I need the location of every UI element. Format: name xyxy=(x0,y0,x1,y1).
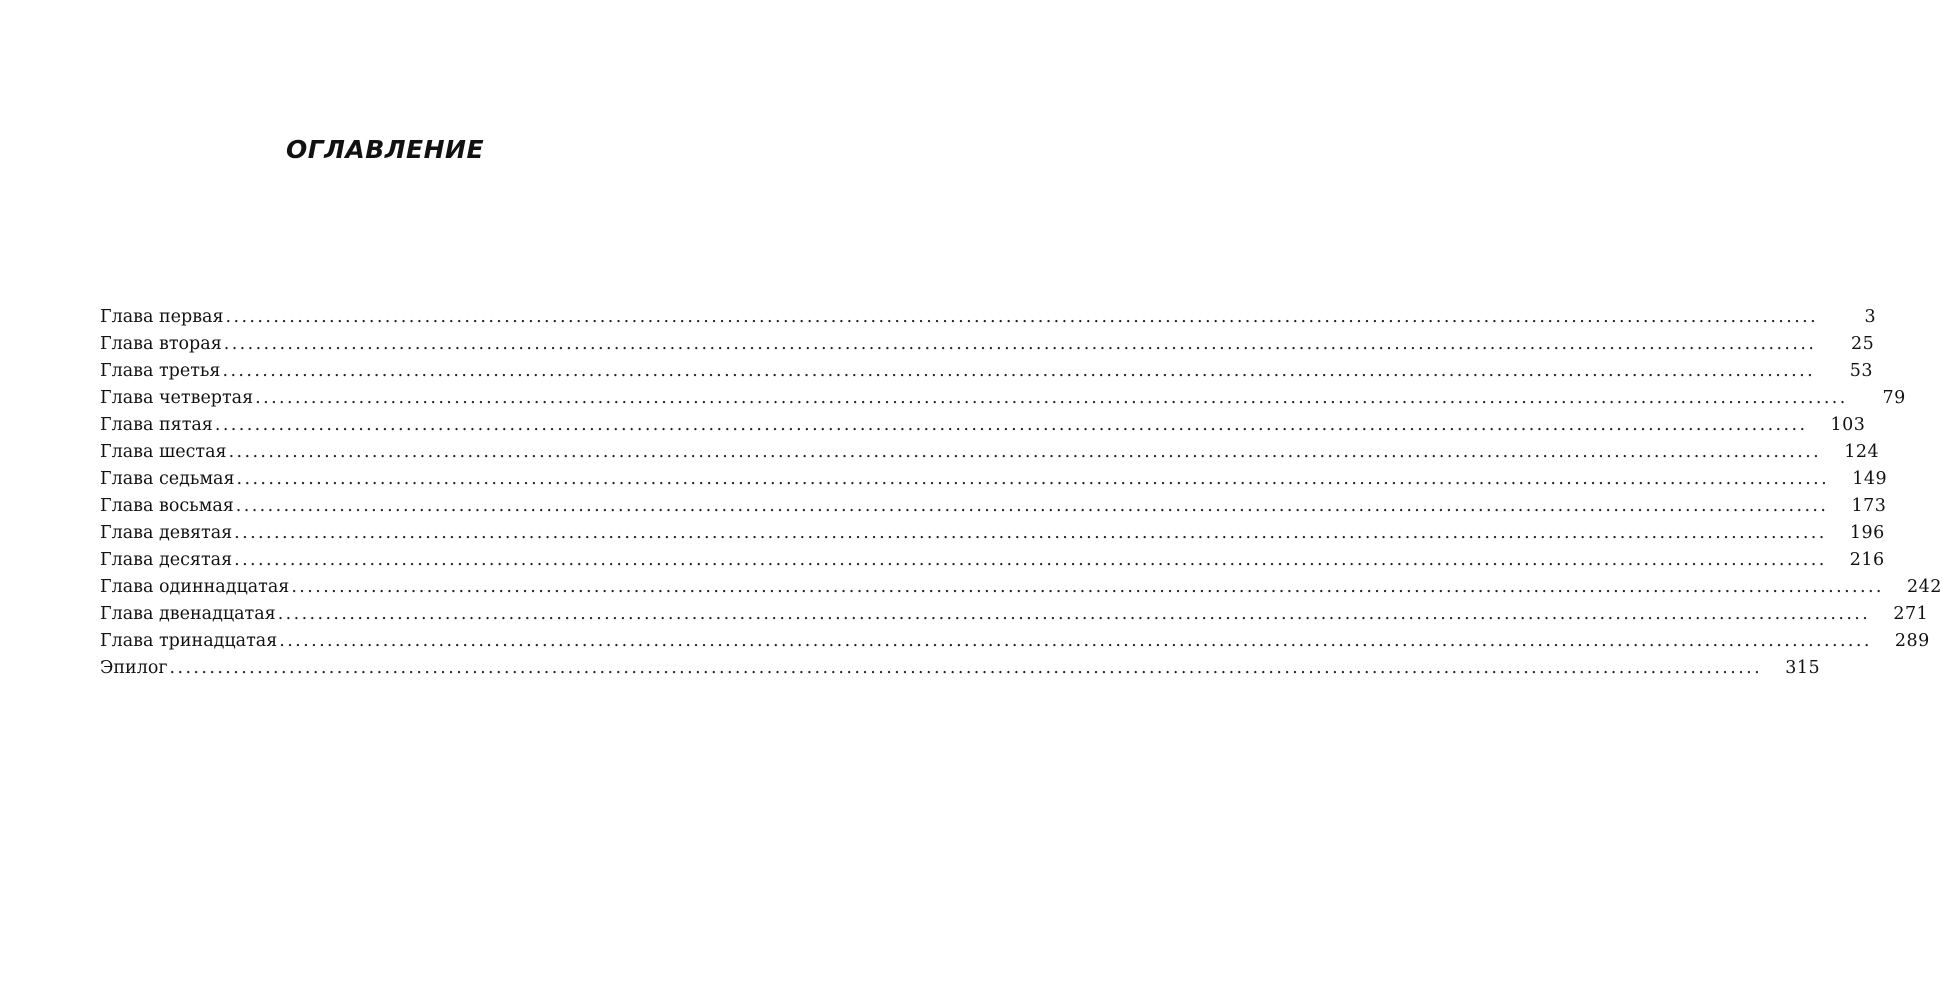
toc-dot-leader: ........................................................................................................................................................................................................ xyxy=(236,469,1830,489)
toc-entry-label: Глава двенадцатая xyxy=(100,604,276,624)
toc-entry xyxy=(100,412,1866,439)
toc-entry-page: 124 xyxy=(1844,442,1880,462)
toc-entry xyxy=(100,547,1885,574)
toc-dot-leader: ........................................................................................................................................................................................................ xyxy=(277,604,1871,624)
toc-dot-leader: ........................................................................................................................................................................................................ xyxy=(291,577,1884,597)
toc-dot-leader: ........................................................................................................................................................................................................ xyxy=(234,550,1827,570)
toc-dot-leader: ........................................................................................................................................................................................................ xyxy=(255,388,1848,408)
toc-entry-label: Эпилог xyxy=(100,658,168,678)
toc-entry-page: 173 xyxy=(1851,496,1887,516)
toc-entry-label: Глава девятая xyxy=(100,523,233,543)
toc-dot-leader: ........................................................................................................................................................................................................ xyxy=(225,307,1819,327)
toc-entry-page: 25 xyxy=(1851,334,1875,354)
toc-entry-page: 149 xyxy=(1852,469,1888,489)
toc-entry-page: 53 xyxy=(1849,361,1874,381)
toc-entry xyxy=(100,466,1888,493)
toc-entry-label: Глава четвертая xyxy=(100,388,254,408)
toc-entry xyxy=(100,601,1929,628)
toc-entry-page: 271 xyxy=(1893,604,1929,624)
toc-entry-label: Глава одиннадцатая xyxy=(100,577,290,597)
toc-entry xyxy=(100,331,1875,358)
toc-entry-page: 79 xyxy=(1882,388,1906,408)
toc-entry-label: Глава тринадцатая xyxy=(100,631,278,651)
toc-entry xyxy=(100,385,1906,412)
toc-dot-leader: ........................................................................................................................................................................................................ xyxy=(228,442,1822,462)
toc-entry-label: Глава шестая xyxy=(100,442,227,462)
toc-entry-label: Глава восьмая xyxy=(100,496,234,516)
toc-entry xyxy=(100,439,1880,466)
toc-entry xyxy=(100,655,1821,682)
toc-entry-page: 289 xyxy=(1894,631,1930,651)
toc-dot-leader: ........................................................................................................................................................................................................ xyxy=(222,361,1816,381)
toc-entry xyxy=(100,358,1874,385)
toc-dot-leader: ........................................................................................................................................................................................................ xyxy=(169,658,1763,678)
toc-entry xyxy=(100,493,1887,520)
toc-entry-label: Глава третья xyxy=(100,361,221,381)
table-of-contents xyxy=(100,304,1942,682)
toc-entry-label: Глава седьмая xyxy=(100,469,235,489)
toc-entry-label: Глава десятая xyxy=(100,550,233,570)
toc-entry-page: 216 xyxy=(1849,550,1885,570)
toc-entry-page: 103 xyxy=(1830,415,1866,435)
toc-entry-label: Глава вторая xyxy=(100,334,222,354)
toc-entry-page: 315 xyxy=(1785,658,1821,678)
toc-entry-page: 242 xyxy=(1907,577,1942,597)
toc-dot-leader: ........................................................................................................................................................................................................ xyxy=(234,523,1827,543)
toc-entry-page: 196 xyxy=(1849,523,1885,543)
toc-entry xyxy=(100,628,1930,655)
toc-dot-leader: ........................................................................................................................................................................................................ xyxy=(214,415,1808,435)
page-title: ОГЛАВЛЕНИЕ xyxy=(285,134,485,164)
toc-entry xyxy=(100,304,1877,331)
toc-entry-label: Глава пятая xyxy=(100,415,213,435)
toc-dot-leader: ........................................................................................................................................................................................................ xyxy=(223,334,1817,354)
toc-dot-leader: ........................................................................................................................................................................................................ xyxy=(235,496,1829,516)
toc-entry-page: 3 xyxy=(1864,307,1877,327)
toc-entry xyxy=(100,520,1885,547)
toc-entry xyxy=(100,574,1942,601)
toc-dot-leader: ........................................................................................................................................................................................................ xyxy=(279,631,1872,651)
toc-entry-label: Глава первая xyxy=(100,307,224,327)
